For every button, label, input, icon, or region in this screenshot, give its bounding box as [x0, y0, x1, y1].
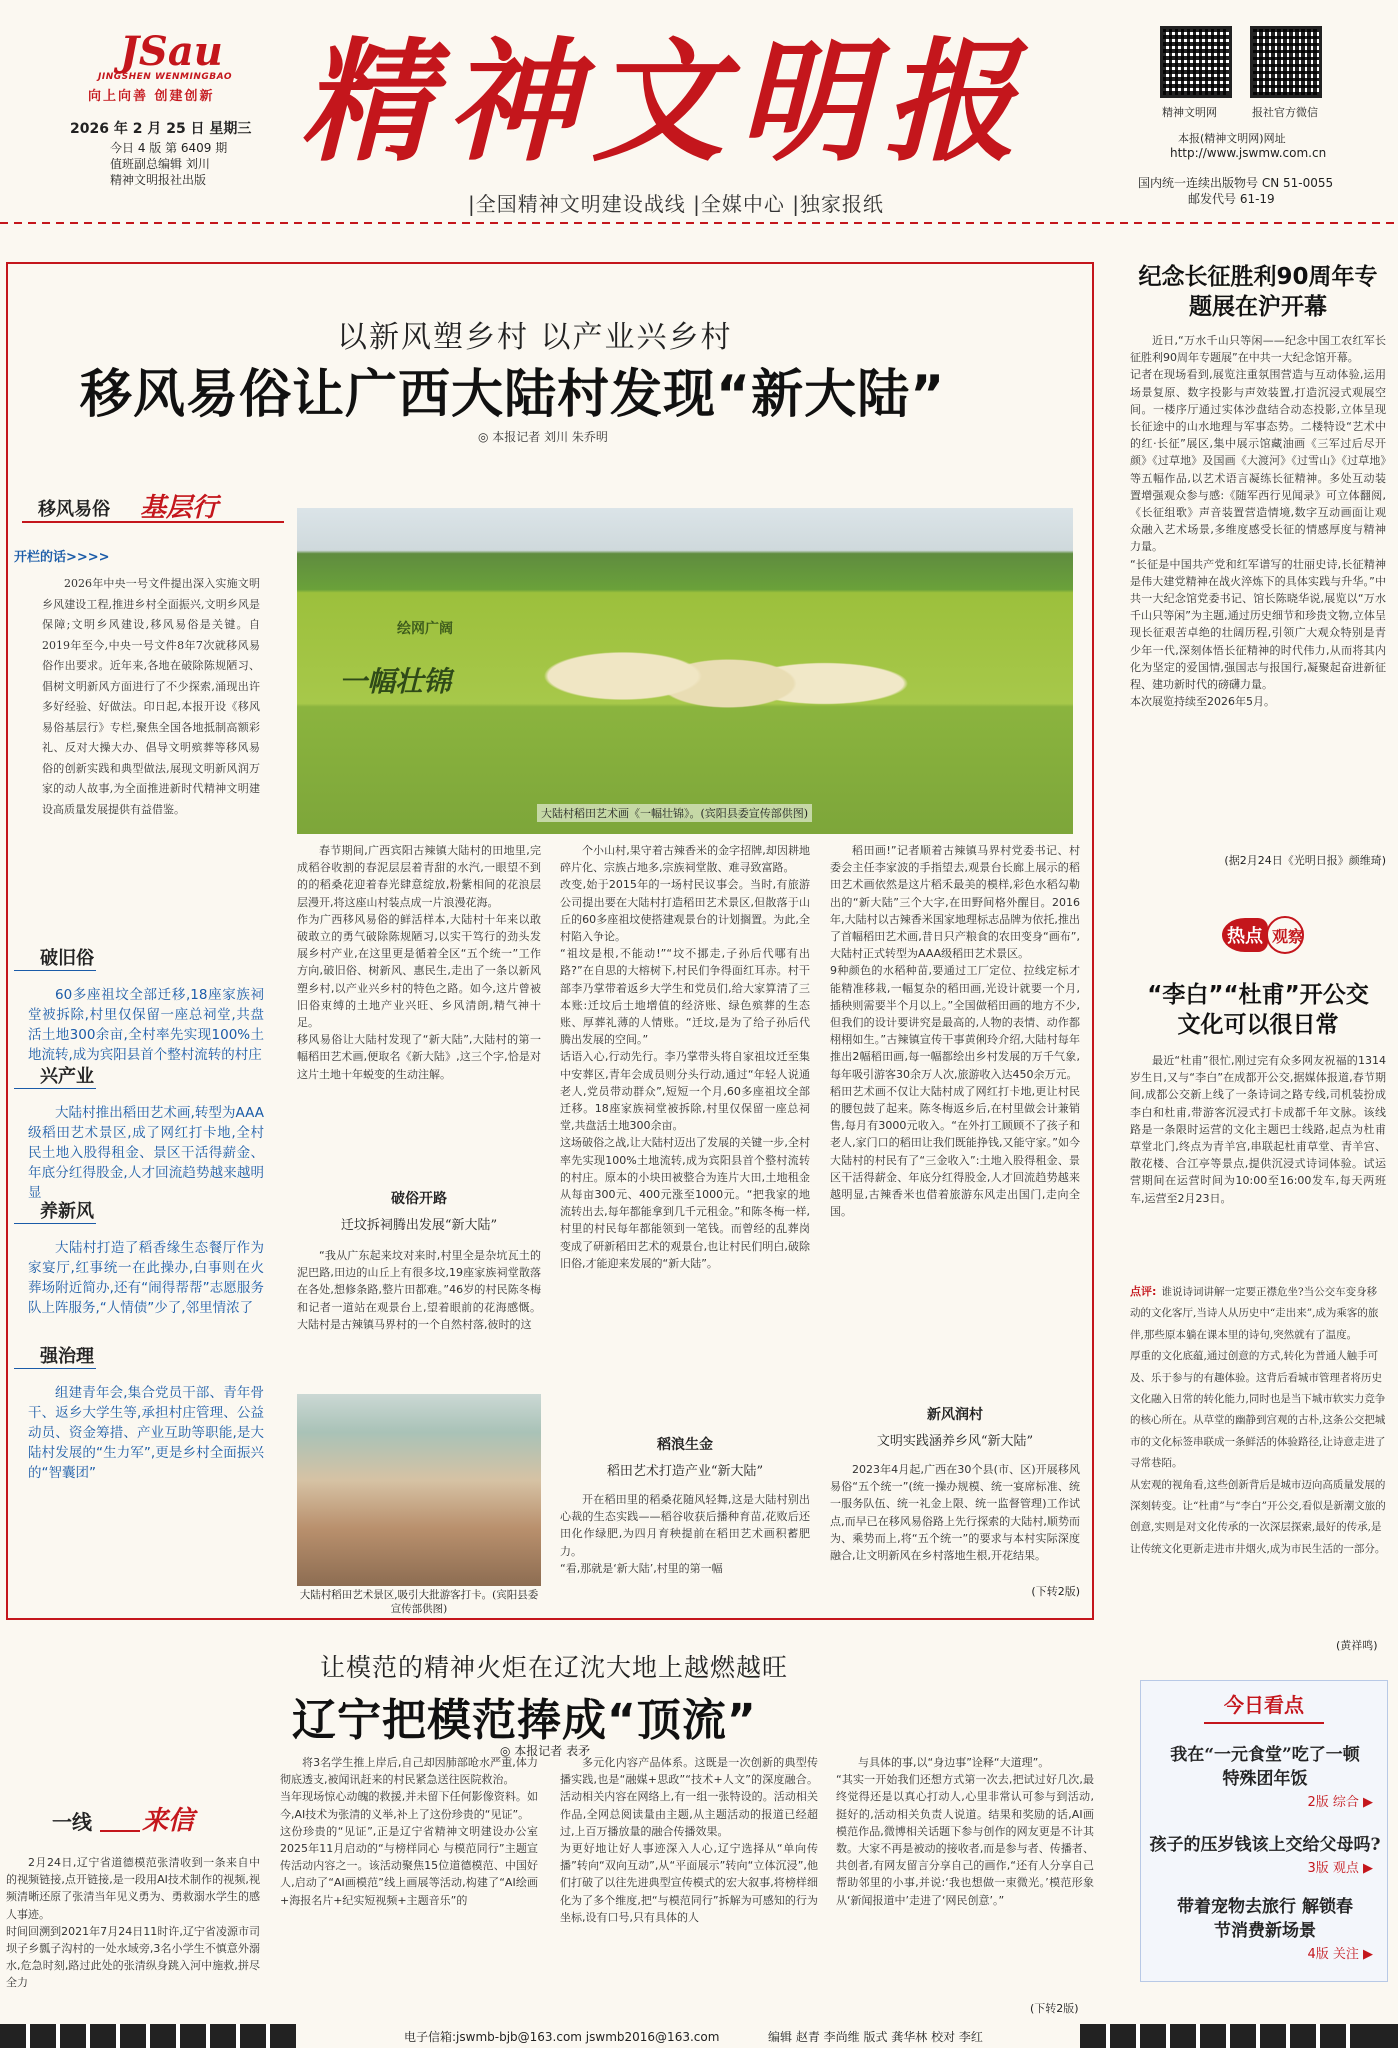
- issue-publisher: 精神文明报社出版: [110, 173, 207, 187]
- second-headline: 辽宁把模范捧成“顶流”: [292, 1695, 757, 1746]
- rice-art-figures: [497, 616, 917, 766]
- hot-tag-b: 观察: [1272, 927, 1305, 946]
- lead-col1-subhead: 破俗开路: [391, 1191, 447, 1207]
- sidebar-item-title: 强治理: [14, 1342, 96, 1369]
- column-tag: [22, 487, 284, 523]
- lead-col1-text2: “我从广东起来坟对来时,村里全是杂坑瓦土的泥巴路,田边的山丘上有很多坟,19座家族祠堂散落在各处,想修条路,整片田都难。”46岁的村民陈冬梅和记者一道站在观景台上,望着眼前的花海感慨。大陆村是古辣镇马界村的一个自然村落,彼时的这: [297, 1249, 541, 1331]
- second-tag-b: 来信: [142, 1806, 195, 1836]
- comment-label: 点评:: [1130, 1285, 1157, 1298]
- today-box: [1140, 1680, 1388, 1982]
- today-item[interactable]: [1149, 1743, 1381, 1810]
- photo2-caption: 大陆村稻田艺术景区,吸引大批游客打卡。(宾阳县委宣传部供图): [299, 1589, 539, 1615]
- sidebar: [14, 944, 264, 1507]
- sidebar-item: [14, 1342, 264, 1507]
- second-continued[interactable]: (下转2版): [1030, 2002, 1079, 2015]
- photo-art-text-a: 绘网广阔: [397, 621, 453, 637]
- second-col2: 将3名学生推上岸后,自己却因肺部呛水严重,体力彻底透支,被闻讯赶来的村民紧急送往医院救治。 当年现场惊心动魄的救援,并未留下任何影像资料。如今,AI技术为张清的义举,补上了这份珍贵的“见证”。 这份珍贵的“见证”,正是辽宁省精神文明建设办公室2025年11月启动的“与榜样同心 与模范同行”主题宣传活动内容之一。该活动聚焦15位道德模范、中国好人,启动了“AI画模范”线上画展等活动,构建了“AI绘画+海报名片+纪实短视频+主题音乐”的: [280, 1756, 538, 1907]
- issue-editor: 值班副总编辑 刘川: [110, 157, 210, 171]
- qr-code-website[interactable]: [1160, 26, 1232, 98]
- right-headline: 纪念长征胜利90周年专题展在沪开幕: [1138, 264, 1378, 320]
- lead-byline: ◎ 本报记者 刘川 朱乔明: [478, 430, 608, 444]
- magnifier-icon: [1266, 916, 1304, 954]
- comment-text: 谁说诗词讲解一定要正襟危坐?当公交车变身移动的文化客厅,当诗人从历史中“走出来”,成为乘客的旅伴,那些原本躺在课本里的诗句,突然就有了温度。 厚重的文化底蕴,通过创意的方式,转化为普通人触手可及、乐于参与的有趣体验。这背后看城市管理者将历史文化融入日常的转化能力,同时也是当下城市软实力竞争的核心所在。从草堂的幽静到宫观的古朴,这条公交把城市的文化标签串联成一条鲜活的体验路径,让诗意走进了寻常巷陌。 从宏观的视角看,这些创新背后是城市迈向高质量发展的深刻转变。让“杜甫”与“李白”开公交,看似是新潮文旅的创意,实则是对文化传承的一次深层探索,最好的传承,是让传统文化更新走进市井烟火,成为市民生活的一部分。: [1130, 1286, 1386, 1555]
- today-item-title[interactable]: 带着宠物去旅行 解锁春节消费新场景: [1177, 1897, 1353, 1941]
- second-col4: 与具体的事,以“身边事”诠释“大道理”。 “其实一开始我们还想方式第一次去,把试过好几次,最终觉得还是以真心打动人,心里非常认可参与到活动,挺好的,活动相关负责人说道。结果和奖励的话,AI画模范作品,微博相关话题下参与创作的网友更是不计其数。大家不再是被动的接收者,而是参与者、传播者、共创者,有网友留言分享自己的画作,“还有人分享自己帮助邻里的小事,并说:‘我也想做一束微光。’模范形象从‘新闻报道中’走进了‘网民创意’。”: [836, 1756, 1094, 1907]
- second-tag-a: 一线: [52, 1810, 92, 1834]
- lead-col1: [297, 842, 541, 1401]
- lead-continued[interactable]: (下转2版): [1031, 1585, 1080, 1598]
- lead-col1-subhead2: 迁坟拆祠腾出发展“新大陆”: [340, 1218, 498, 1233]
- newspaper-title: 精神文明报: [300, 25, 1030, 180]
- today-item-ref[interactable]: 3版 观点 ▶: [1307, 1861, 1373, 1876]
- masthead-meta: [70, 118, 270, 188]
- lead-col2: [560, 842, 810, 1595]
- sidebar-item-title: 养新风: [14, 1197, 96, 1224]
- photo-art-text-b: 一幅壮锦: [339, 665, 452, 698]
- lead-col2-subhead2: 稻田艺术打造产业“新大陆”: [606, 1464, 764, 1479]
- right-text: 近日,“万水千山只等闲——纪念中国工农红军长征胜利90周年专题展”在中共一大纪念馆开幕。 记者在现场看到,展览注重氛围营造与互动体验,运用场景复原、数字投影与声效装置,打造沉浸式观展空间。一楼序厅通过实体沙盘结合动态投影,立体呈现长征途中的山水地理与军事态势。二楼特设“艺术中的红·长征”展区,集中展示馆藏油画《三军过后尽开颜》《过草地》及国画《大渡河》《过雪山》《过草地》等五幅作品,以艺术语言凝练长征精神。多处互动装置增强观众参与感:《随军西行见闻录》可立体翻阅,《长征组歌》声音装置营造情境,数字互动画面让观众融入艺术场景,多维度感受长征的情感厚度与精神力量。 “长征是中国共产党和红军谱写的壮丽史诗,长征精神是伟大建党精神在战火淬炼下的具体实践与升华。”中共一大纪念馆党委书记、馆长陈晓华说,展览以“万水千山只等闲”为主题,通过历史细节和珍贵文物,立体呈现长征艰苦卓绝的壮阔历程,引领广大观众特别是青少年一代,深刻体悟长征精神的时代伟力,从而将其内化为坚定的爱国情,强国志与报国行,凝聚起奋进新征程、建功新时代的磅礴力量。 本次展览持续至2026年5月。: [1130, 334, 1386, 709]
- post-code: 邮发代号 61-19: [1188, 192, 1275, 206]
- lead-col2-subhead: 稻浪生金: [657, 1437, 713, 1453]
- sidebar-item-text: 大陆村打造了稻香缘生态餐厅作为家宴厅,红事统一在此操办,白事则在火葬场附近简办,还有“闹得帮帮”志愿服务队上阵服务,“人情债”少了,邻里情浓了: [28, 1240, 264, 1316]
- sidebar-item-title: 兴产业: [14, 1062, 96, 1089]
- lead-headline: 移风易俗让广西大陆村发现“新大陆”: [80, 365, 946, 425]
- lead-col3-text: 稻田画!”记者顺着古辣镇马界村党委书记、村委会主任李家波的手指望去,观景台长廊上展示的稻田艺术画依然是这片稻禾最美的模样,彩色水稻勾勒出的“新大陆”三个大字,在田野间格外醒目。2016年,大陆村以古辣香米国家地理标志品牌为依托,推出了首幅稻田艺术画,昔日只产粮食的农田变身“画布”,大陆村正式转型为AAA级稻田艺术景区。 9种颜色的水稻种苗,要通过工厂定位、拉线定标才能精准移栽,一幅复杂的稻田画,光设计就要一个月,插秧则需要半个月以上。”全国做稻田画的地方不少,但我们的设计要讲究是最高的,人物的表情、动作都栩栩如生。”古辣镇宣传干事黄俐玲介绍,大陆村每年推出2幅稻田画,每一幅都绘出乡村发展的万千气象,每年吸引游客30余万人次,旅游收入达450余万元。 稻田艺术画不仅让大陆村成了网红打卡地,更让村民的腰包鼓了起来。陈冬梅返乡后,在村里做会计兼销售,每月有3000元收入。“在外打工顾顾不了孩子和老人,家门口的稻田让我们既能挣钱,又能守家。”如今大陆村的村民有了“三金收入”:土地入股得租金、景区干活得薪金、年底分红得股金,人才回流趋势越来越明显,古辣香米也借着旅游东风走出国门,走向全国。: [830, 844, 1080, 1219]
- tourists-photo: [297, 1394, 541, 1615]
- masthead-divider: [0, 222, 1398, 224]
- logo-script: JSau: [120, 28, 223, 75]
- lead-col2-text: 个小山村,果守着古辣香米的金字招牌,却因耕地碎片化、宗族占地多,宗族祠堂散、难寻致富路。 改变,始于2015年的一场村民议事会。当时,有旅游公司提出要在大陆村打造稻田艺术景区,但散落于山丘的60多座祖坟使搭建观景台的计划搁置。为此,全村陷入争论。 “祖坟是根,不能动!”“坟不挪走,子孙后代哪有出路?”在自思的大榕树下,村民们争得面红耳赤。村干部李乃掌带着返乡大学生和党员们,给大家算清了三本账:迁坟后土地增值的经济账、绿色殡葬的生态账、厚葬礼薄的人情账。“迁坟,是为了给子孙后代腾出发展的空间。” 话语入心,行动先行。李乃掌带头将自家祖坟迁至集中安葬区,青年会成员则分头行动,通过“年轻人说通老人,党员带动群众”,短短一个月,60多座祖坟全部迁移。18座家族祠堂被拆除,村里仅保留一座总祠堂,共盘活土地300余亩。 这场破俗之战,让大陆村迈出了发展的关键一步,全村率先实现100%土地流转,成为宾阳县首个整村流转的村庄。原本的小块田被整合为连片大田,土地租金从每亩300元、400元涨至1000元。“把我家的地流转出去,每年都能拿到几千元租金。”和陈冬梅一样,村里的村民每年都能领到一笔钱。而曾经的乱葬岗变成了研新稻田艺术的观景台,也让村民们明白,破除旧俗,才能迎来发展的“新大陆”。: [560, 844, 810, 1270]
- logo: [70, 28, 260, 104]
- masthead: [0, 0, 1398, 226]
- cn-number: 国内统一连续出版物号 CN 51-0055: [1138, 176, 1334, 190]
- pulse-icon: [100, 1808, 140, 1832]
- lead-col1-text: 春节期间,广西宾阳古辣镇大陆村的田地里,完成稻谷收割的春泥层层着青甜的水汽,一眼望不到的的稻桑花迎着春光肆意绽放,粉紫相间的花浪层层漫开,将这座山村装点成一片浪漫花海。 作为广西移风易俗的鲜活样本,大陆村十年来以敢破敢立的勇气破除陈规陋习,以实干笃行的劲头发展乡村产业,在这里更是循着全区“五个统一”工作方向,破旧俗、树新风、惠民生,走出了一条以新风塑乡村,以产业兴乡村的特色之路。如今,这片曾被旧俗束缚的土地产业兴旺、乡风清朗,精气神十足。 移风易俗让大陆村发现了“新大陆”,大陆村的第一幅稻田艺术画,便取名《新大陆》,这三个字,恰是对这片土地十年蜕变的生动注解。: [297, 844, 541, 1081]
- qr1-label: 精神文明网: [1162, 106, 1217, 119]
- second-column-tag: [52, 1800, 222, 1840]
- logo-pinyin: JINGSHEN WENMINGBAO: [98, 72, 232, 82]
- sidebar-item: [14, 1197, 264, 1362]
- website-label: 本报(精神文明网)网址: [1178, 132, 1286, 145]
- second-col1: 2月24日,辽宁省道德模范张清收到一条来自中的视频链接,点开链接,是一段用AI技术制作的视频,视频清晰还原了张清当年见义勇为、勇救溺水学生的感人事迹。 时间回溯到2021年7月24日11时许,辽宁省凌源市司坝子乡瓢子沟村的一处水域旁,3名小学生不慎意外溺水,危急时刻,路过此处的张清纵身跳入河中施救,拼尽全力: [6, 1856, 260, 1990]
- second-kicker: 让模范的精神火炬在辽沈大地上越燃越旺: [320, 1653, 789, 1682]
- lead-col2-text2: 开在稻田里的稻桑花随风轻舞,这是大陆村别出心裁的生态实践——稻谷收获后播种育苗,花败后还田化作绿肥,为四月育秧提前在稻田艺术画积蓄肥力。 “看,那就是‘新大陆’,村里的第一幅: [560, 1493, 810, 1575]
- sidebar-item-text: 大陆村推出稻田艺术画,转型为AAA级稻田艺术景区,成了网红打卡地,全村民土地入股得租金、景区干活得薪金、年底分红得股金,人才回流趋势越来越明显: [28, 1105, 264, 1201]
- footer-staff: 编辑 赵青 李尚维 版式 龚华林 校对 李红: [768, 2030, 983, 2044]
- qr2-label: 报社官方微信: [1252, 106, 1318, 119]
- column-tag-script: 基层行: [140, 493, 219, 523]
- issue-edition: 今日 4 版 第 6409 期: [110, 141, 228, 155]
- column-tag-label: 移风易俗: [38, 499, 110, 520]
- right-source: (据2月24日《光明日报》颜维琦): [1224, 854, 1386, 867]
- today-item-ref[interactable]: 2版 综合 ▶: [1307, 1795, 1373, 1810]
- lead-kicker: 以新风塑乡村 以产业兴乡村: [337, 320, 733, 355]
- photo1-caption: 大陆村稻田艺术画《一幅壮锦》。(宾阳县委宣传部供图): [537, 804, 812, 822]
- today-item[interactable]: [1149, 1895, 1381, 1962]
- website-url[interactable]: http://www.jswmw.com.cn: [1170, 146, 1327, 160]
- lead-col3-subhead: 新风润村: [927, 1407, 983, 1423]
- intro-label: 开栏的话>>>>: [14, 550, 110, 565]
- second-col3: 多元化内容产品体系。这既是一次创新的典型传播实践,也是“融媒+思政”“技术+人文”的深度融合。活动相关内容在网络上,有一组一张特设的。活动相关作品,全网总阅读量由主题,从主题活动的报道已经超过,上百万播放量的融合传播效果。 为更好地让好人事迹深入人心,辽宁选择从“单向传播”转向“双向互动”,从“平面展示”转向“立体沉浸”,他们打破了以往先进典型宣传模式的宏大叙事,将榜样细化为了多个维度,把“与模范同行”拆解为可感知的行为坐标,设有口号,只有具体的人: [560, 1756, 818, 1924]
- commentary: [1130, 980, 1386, 1558]
- right-column: [1130, 262, 1386, 868]
- sidebar-item-title: 破旧俗: [14, 944, 96, 971]
- commentary-headline: “李白”“杜甫”开公交 文化可以很日常: [1147, 982, 1369, 1038]
- sidebar-item-text: 60多座祖坟全部迁移,18座家族祠堂被拆除,村里仅保留一座总祠堂,共盘活土地300余亩,全村率先实现100%土地流转,成为宾阳县首个整村流转的村庄: [28, 987, 264, 1063]
- today-item-title[interactable]: 我在“一元食堂”吃了一顿特殊团年饭: [1170, 1745, 1360, 1789]
- footer-email[interactable]: 电子信箱:jswmb-bjb@163.com jswmb2016@163.com: [404, 2030, 720, 2044]
- second-byline: ◎ 本报记者 表矛: [500, 1744, 591, 1758]
- logo-slogan: 向上向善 创建创新: [88, 89, 215, 104]
- lead-col3-subhead2: 文明实践涵养乡风“新大陆”: [876, 1434, 1034, 1449]
- lead-col3: [830, 842, 1080, 1599]
- today-item-ref[interactable]: 4版 关注 ▶: [1307, 1947, 1373, 1962]
- comment-author: (黄祥鸣): [1336, 1639, 1378, 1652]
- today-label: 今日看点: [1204, 1689, 1324, 1724]
- today-item[interactable]: [1149, 1833, 1381, 1876]
- comment-block: [1130, 1280, 1386, 1558]
- rice-field-art-photo: [297, 508, 1073, 834]
- today-item-title[interactable]: 孩子的压岁钱该上交给父母吗?: [1149, 1835, 1381, 1855]
- qr-code-wechat[interactable]: [1250, 26, 1322, 98]
- commentary-text: 最近“杜甫”很忙,刚过完有众多网友祝福的1314岁生日,又与“李白”在成都开公交,据媒体报道,春节期间,成都公交新上线了一条诗词之路专线,司机装扮成李白和杜甫,带游客沉浸式打卡成都千年文脉。该线路是一条限时运营的文化主题巴士线路,起点为杜甫草堂北门,终点为青羊宫,串联起杜甫草堂、青羊宫、散花楼、合江亭等景点,提供沉浸式诗词体验。试运营期间在运营时间为10:00至16:00发车,每天两班车,运营至2月23日。: [1130, 1054, 1386, 1205]
- sidebar-item-text: 组建青年会,集合党员干部、青年骨干、返乡大学生等,承担村庄管理、公益动员、资金筹措、产业互助等职能,是大陆村发展的“生力军”,更是乡村全面振兴的“智囊团”: [28, 1385, 264, 1481]
- lead-col3-text2: 2023年4月起,广西在30个县(市、区)开展移风易俗“五个统一”(统一操办规模、统一宴席标准、统一服务队伍、统一礼金上限、统一监督管理)工作试点,而早已在移风易俗路上先行探索的大陆村,顺势而为、乘势而上,将“五个统一”的要求与本村实际深度融合,让文明新风在乡村落地生根,开花结果。: [830, 1463, 1080, 1563]
- issue-date: 2026 年 2 月 25 日 星期三: [70, 121, 252, 137]
- intro-text: 2026年中央一号文件提出深入实施文明乡风建设工程,推进乡村全面振兴,文明乡风是保障;文明乡风建设,移风易俗是关键。自2019年至今,中央一号文件8年7次就移风易俗作出要求。近年来,各地在破除陈规陋习、倡树文明新风方面进行了不少探索,涌现出许多好经验、好做法。印日起,本报开设《移风易俗基层行》专栏,聚焦全国各地抵制高额彩礼、反对大操大办、倡导文明殡葬等移风易俗的创新实践和典型做法,展现文明新风润万家的动人故事,为全面推进新时代精神文明建设高质量发展提供有益借鉴。: [42, 577, 260, 816]
- hot-tag: [1222, 918, 1312, 958]
- masthead-tagline: |全国精神文明建设战线 |全媒中心 |独家报纸: [468, 192, 884, 216]
- hot-tag-a: 热点: [1222, 918, 1268, 952]
